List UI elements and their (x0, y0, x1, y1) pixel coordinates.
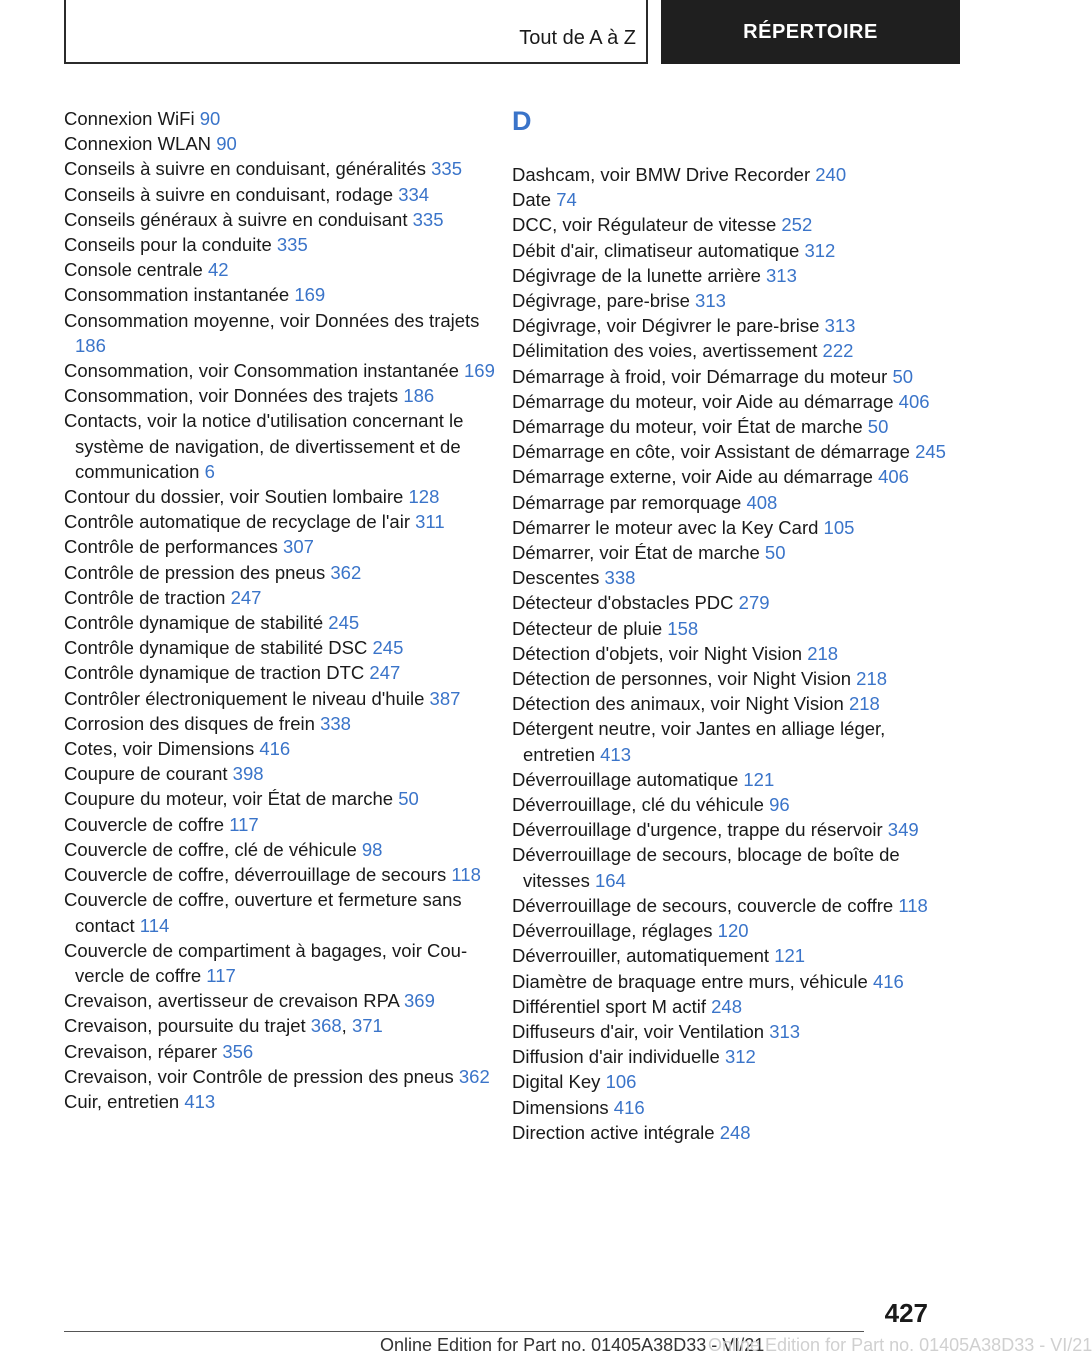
index-entry-text: Dashcam, voir BMW Drive Recorder (512, 164, 811, 185)
page-link[interactable]: 311 (415, 511, 445, 533)
index-entry-text: Dégivrage, pare-brise (512, 290, 690, 312)
page-link[interactable]: 406 (898, 390, 930, 412)
page-link[interactable]: 245 (328, 612, 360, 634)
index-entry-text: Contacts, voir la notice d'utilisation concernant le système de navigation, de divertissement et de communication (64, 410, 464, 482)
index-entry-text: Contour du dossier, voir Soutien lombaire (64, 486, 404, 508)
index-entry (64, 484, 504, 509)
page-link[interactable]: 335 (276, 234, 308, 256)
index-entry (64, 131, 504, 156)
header-section-tab[interactable]: RÉPERTOIRE (661, 0, 960, 64)
edition-text: Online Edition for Part no. 01405A38D33 - VI/21 (380, 1335, 765, 1355)
index-entry (512, 893, 952, 918)
index-entry (64, 761, 504, 786)
page-link[interactable]: 74 (556, 189, 577, 211)
index-entry-text: Démarrage du moteur, voir Aide au démarrage (512, 390, 894, 412)
index-entry (512, 994, 952, 1019)
index-entry (512, 187, 952, 212)
index-entry-text: Démarrer, voir État de marche (512, 542, 760, 564)
page-link[interactable]: 6 (204, 460, 215, 482)
index-entry: Crevaison, poursuite du trajet 368, 371 (64, 1015, 383, 1037)
index-entry-text: Crevaison, voir Contrôle de pression des pneus (64, 1065, 454, 1087)
index-entry-text: Diffuseurs d'air, voir Ventilation (512, 1020, 765, 1042)
index-entry-text: Débit d'air, climatiseur automatique (512, 239, 800, 261)
index-entry-text: Détecteur de pluie (512, 617, 663, 639)
index-entry-text: Détection d'objets, voir Night Vision (512, 642, 803, 664)
page-link[interactable]: 248 (711, 995, 742, 1017)
index-entry-text: Délimitation des voies, avertissement (512, 340, 818, 362)
index-entry (512, 817, 952, 842)
index-entry-text: Démarrage par remorquage (512, 491, 742, 513)
page-link[interactable]: 169 (464, 360, 495, 382)
index-entry (512, 842, 952, 892)
index-entry-text: Détergent neutre, voir Jantes en alliage léger, entretien (512, 718, 886, 765)
page-link[interactable]: 369 (404, 990, 435, 1012)
page-number: 427 (884, 1298, 928, 1328)
page-link[interactable]: 118 (451, 864, 481, 886)
page-link[interactable]: 186 (75, 334, 106, 356)
page-link[interactable]: 121 (774, 945, 806, 967)
index-entry (64, 232, 504, 257)
index-entry-text: Démarrage du moteur, voir État de marche (512, 416, 863, 438)
index-entry (64, 1089, 504, 1114)
index-entry-text: Démarrage en côte, voir Assistant de démarrage (512, 441, 910, 463)
index-entry (64, 736, 504, 761)
page-link[interactable]: 356 (222, 1040, 254, 1062)
index-entry (512, 767, 952, 792)
index-entry-text: Cotes, voir Dimensions (64, 738, 255, 760)
page-link[interactable]: 50 (892, 365, 914, 387)
index-entry (512, 490, 952, 515)
page-link[interactable]: 349 (887, 819, 919, 841)
index-entry-text: Déverrouillage automatique (512, 768, 739, 790)
page-link[interactable]: 218 (807, 642, 839, 664)
index-entry-text: Conseils à suivre en conduisant, rodage (64, 183, 394, 205)
page-link[interactable]: 117 (229, 813, 259, 835)
index-entry-text: Coupure du moteur, voir État de marche (64, 788, 394, 810)
index-entry-text: Démarrer le moteur avec la Key Card (512, 516, 819, 538)
index-entry (64, 106, 504, 131)
page-link[interactable]: 158 (667, 617, 699, 639)
page-link[interactable]: 106 (605, 1071, 637, 1093)
index-entry (512, 565, 952, 590)
index-entry (512, 238, 952, 263)
index-entry (512, 666, 952, 691)
index-entry-text: Cuir, entretien (64, 1090, 180, 1112)
page-link[interactable]: 247 (230, 586, 262, 608)
index-entry-text: Détection des animaux, voir Night Vision (512, 693, 844, 715)
index-entry (64, 635, 504, 660)
index-entry (64, 812, 504, 837)
index-entry (64, 938, 504, 988)
page-link[interactable]: 279 (738, 592, 770, 614)
index-entry (64, 1039, 504, 1064)
index-column-right (512, 106, 952, 1145)
page-link[interactable]: 240 (815, 164, 847, 185)
footer-rule (64, 1331, 864, 1332)
page-link[interactable]: 387 (429, 687, 461, 709)
page-link[interactable]: 90 (199, 108, 221, 129)
index-entry (512, 338, 952, 363)
index-entry-text: Couvercle de coffre, déverrouillage de secours (64, 864, 447, 886)
index-entry (64, 686, 504, 711)
index-entry-text: Contrôle automatique de recyclage de l'air (64, 511, 410, 533)
page-link[interactable]: 105 (823, 516, 855, 538)
index-entry (512, 212, 952, 237)
index-entry-text: Contrôle de performances (64, 536, 278, 558)
index-entry-text: Contrôle de pression des pneus (64, 561, 326, 583)
index-entry-text: Différentiel sport M actif (512, 995, 706, 1017)
header-rule-bottom (64, 62, 648, 64)
index-entry (64, 156, 504, 181)
page-link[interactable]: 416 (613, 1096, 645, 1118)
index-entry-text: Console centrale (64, 259, 203, 281)
index-entry (512, 414, 952, 439)
page-link[interactable]: 398 (232, 763, 264, 785)
header-rule-right (646, 0, 648, 64)
page-link[interactable]: 98 (361, 838, 383, 860)
index-entry-text: Corrosion des disques de frein (64, 712, 315, 734)
page-link[interactable]: 218 (848, 693, 880, 715)
index-entry-text: Consommation moyenne, voir Données des trajets (64, 309, 480, 331)
page-header (0, 0, 960, 66)
index-entry-text: Descentes (512, 567, 600, 589)
page-link[interactable]: 335 (412, 208, 444, 230)
page-link[interactable]: 338 (320, 712, 351, 734)
index-entry (64, 837, 504, 862)
page-link[interactable]: 312 (724, 1046, 756, 1068)
index-entry (512, 313, 952, 338)
page-link[interactable]: 164 (594, 869, 626, 891)
letter-heading: D (512, 106, 532, 136)
page-link[interactable]: 222 (822, 340, 854, 362)
index-entry (64, 182, 504, 207)
index-entry (64, 711, 504, 736)
page-link[interactable]: 338 (604, 567, 636, 589)
index-entry (64, 560, 504, 585)
index-entry (512, 1044, 952, 1069)
index-entry (512, 590, 952, 615)
index-entry (512, 288, 952, 313)
index-entry-text: Démarrage externe, voir Aide au démarrage (512, 466, 873, 488)
index-entry (512, 1120, 952, 1145)
index-entry-text: Dégivrage, voir Dégivrer le pare-brise (512, 315, 820, 337)
index-entry (64, 1064, 504, 1089)
page-link[interactable]: 307 (283, 536, 314, 558)
page-link[interactable]: 218 (856, 668, 888, 690)
index-entry (512, 943, 952, 968)
page-link[interactable]: 118 (898, 894, 928, 916)
index-entry (64, 383, 504, 408)
index-entry-text: Conseils pour la conduite (64, 234, 272, 256)
index-entry-text: Crevaison, poursuite du trajet (64, 1015, 306, 1037)
index-entry-text: Déverrouillage d'urgence, trappe du réservoir (512, 819, 883, 841)
index-entries-right (512, 162, 952, 1145)
index-entry-text: Direction active intégrale (512, 1121, 715, 1143)
index-entry-text: Consommation, voir Données des trajets (64, 385, 399, 407)
index-entry-text: Détecteur d'obstacles PDC (512, 592, 734, 614)
index-entry (512, 616, 952, 641)
page-link[interactable]: 169 (294, 284, 326, 306)
page-link[interactable]: 186 (403, 385, 435, 407)
index-entry-text: Conseils généraux à suivre en conduisant (64, 208, 408, 230)
index-entry (64, 610, 504, 635)
page-link[interactable]: 371 (351, 1015, 383, 1037)
index-entry-text: Diffusion d'air individuelle (512, 1046, 720, 1068)
page-link[interactable]: 50 (867, 416, 889, 438)
index-entry-text: Crevaison, avertisseur de crevaison RPA (64, 990, 399, 1012)
index-entry (512, 439, 952, 464)
index-entry-text: Couvercle de compartiment à bagages, voir Couvercle de coffre (64, 939, 468, 986)
page-link[interactable]: 114 (139, 914, 170, 936)
index-entry-text: Déverrouillage, clé du véhicule (512, 794, 764, 816)
index-entry-text: Contrôle dynamique de traction DTC (64, 662, 365, 684)
index-entry-text: Déverrouillage de secours, couvercle de coffre (512, 894, 894, 916)
index-entry-text: Déverrouillage, réglages (512, 920, 713, 942)
page-link[interactable]: 313 (695, 290, 726, 312)
page-link[interactable]: 50 (764, 542, 786, 564)
page-link[interactable]: 121 (743, 768, 775, 790)
page-link[interactable]: 413 (600, 743, 632, 765)
index-entry-text: Déverrouiller, automatiquement (512, 945, 770, 967)
index-entry (512, 1069, 952, 1094)
page-link[interactable]: 247 (369, 662, 401, 684)
index-entry-text: Consommation instantanée (64, 284, 290, 306)
page-link[interactable]: 406 (878, 466, 909, 488)
page-link[interactable]: 313 (769, 1020, 801, 1042)
index-entry-text: Date (512, 189, 552, 211)
index-entry (512, 1019, 952, 1044)
page-link[interactable]: 90 (216, 133, 237, 155)
index-entry (64, 207, 504, 232)
index-entry (64, 786, 504, 811)
index-entry (64, 988, 504, 1013)
index-entry-text: Couvercle de coffre (64, 813, 225, 835)
page-link[interactable]: 335 (431, 158, 463, 180)
index-entry (512, 464, 952, 489)
index-entry-text: Crevaison, réparer (64, 1040, 218, 1062)
index-entry (64, 358, 504, 383)
index-entry (64, 660, 504, 685)
index-entry (512, 515, 952, 540)
index-entry (512, 691, 952, 716)
index-entry-text: Consommation, voir Consommation instantanée (64, 360, 459, 382)
index-entry-text: Contrôler électroniquement le niveau d'huile (64, 687, 425, 709)
index-entry (64, 408, 504, 484)
watermark-text: Online Edition for Part no. 01405A38D33 - VI/21 (708, 1335, 1092, 1355)
header-subtitle: Tout de A à Z (519, 27, 636, 49)
page-link[interactable]: 312 (804, 239, 836, 261)
index-entry-text: Diamètre de braquage entre murs, véhicule (512, 970, 868, 992)
index-entry (512, 969, 952, 994)
index-entry (64, 887, 504, 937)
index-entry (64, 509, 504, 534)
index-entry (512, 162, 952, 187)
index-entry (64, 282, 504, 307)
page-link[interactable]: 245 (372, 637, 404, 659)
page-link[interactable]: 117 (206, 964, 236, 986)
index-entry (64, 308, 504, 358)
page-link[interactable]: 120 (717, 920, 749, 942)
index-entry (512, 641, 952, 666)
page-link[interactable]: 128 (408, 486, 440, 508)
index-entry-text: Couvercle de coffre, clé de véhicule (64, 838, 357, 860)
page-link[interactable]: 368 (310, 1015, 342, 1037)
index-entry-text: Connexion WLAN (64, 133, 212, 155)
page-link[interactable]: 334 (398, 183, 430, 205)
page-link[interactable]: 96 (769, 794, 790, 816)
index-entry-text: Contrôle dynamique de stabilité (64, 612, 324, 634)
index-entry-text: Dégivrage de la lunette arrière (512, 264, 761, 286)
index-entry-text: Dimensions (512, 1096, 609, 1118)
index-entry-text: Coupure de courant (64, 763, 228, 785)
index-entry (64, 257, 504, 282)
page-link[interactable]: 362 (330, 561, 362, 583)
page-link[interactable]: 245 (915, 441, 946, 463)
page-link[interactable]: 362 (458, 1065, 490, 1087)
index-entry-text: Démarrage à froid, voir Démarrage du moteur (512, 365, 888, 387)
index-entry (64, 862, 504, 887)
index-entry-text: Couvercle de coffre, ouverture et fermeture sans contact (64, 889, 462, 936)
index-entry (512, 792, 952, 817)
index-entry-text: Connexion WiFi (64, 108, 195, 129)
index-entry (512, 263, 952, 288)
header-rule-left (64, 0, 66, 64)
index-entry (512, 389, 952, 414)
page-link[interactable]: 248 (719, 1121, 751, 1143)
index-entry-text: Digital Key (512, 1071, 601, 1093)
index-entry (512, 1095, 952, 1120)
page-link[interactable]: 313 (824, 315, 856, 337)
index-entry (512, 364, 952, 389)
page-link[interactable]: 413 (184, 1090, 216, 1112)
page-link[interactable]: 50 (398, 788, 419, 810)
index-entry (512, 918, 952, 943)
page-link[interactable]: 408 (746, 491, 778, 513)
index-entry-text: DCC, voir Régulateur de vitesse (512, 214, 777, 236)
page-link[interactable]: 416 (259, 738, 291, 760)
page-link[interactable]: 252 (781, 214, 813, 236)
index-entry (64, 585, 504, 610)
index-entry-text: Conseils à suivre en conduisant, généralités (64, 158, 426, 180)
index-entry-text: Déverrouillage de secours, blocage de boîte de vitesses (512, 844, 900, 891)
index-entry-text: Contrôle de traction (64, 586, 226, 608)
page-link[interactable]: 42 (207, 259, 229, 281)
index-column-left (64, 106, 504, 1114)
index-entry-text: Contrôle dynamique de stabilité DSC (64, 637, 368, 659)
page-link[interactable]: 313 (766, 264, 797, 286)
index-entry (64, 534, 504, 559)
index-entry-text: Détection de personnes, voir Night Vision (512, 668, 852, 690)
page-link[interactable]: 416 (872, 970, 904, 992)
index-entry (512, 716, 952, 766)
index-entry (512, 540, 952, 565)
